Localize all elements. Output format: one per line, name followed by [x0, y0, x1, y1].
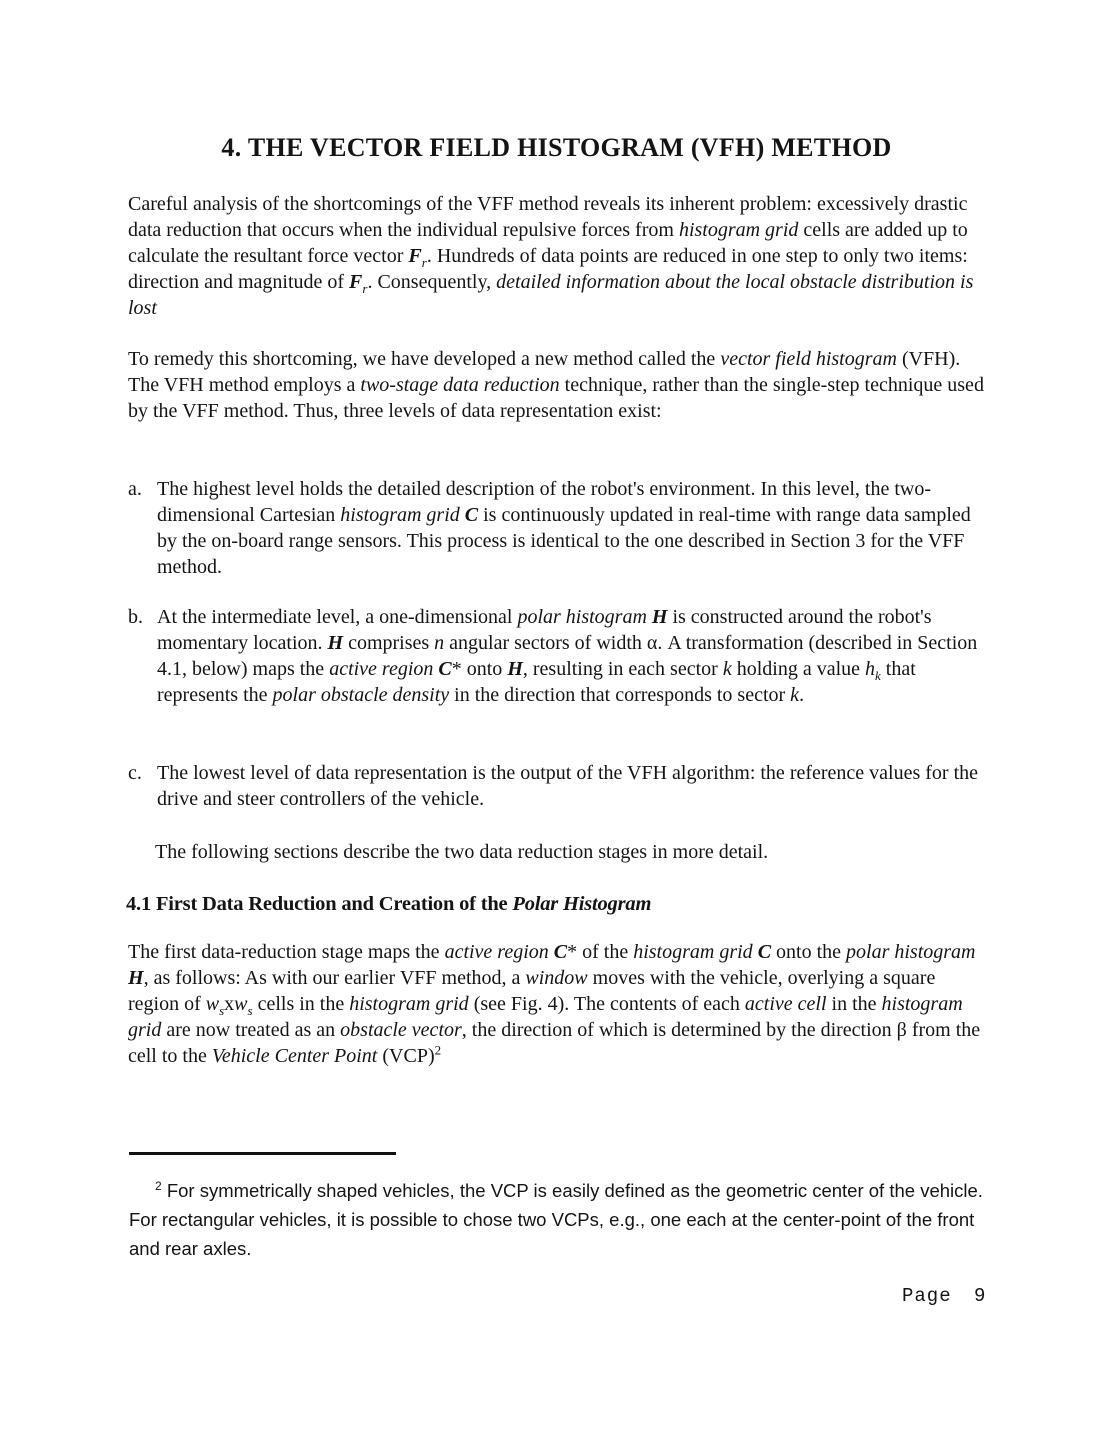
- text-segment: . Hundreds of data points are reduced in one step to only two items: direction and magnitude of: [128, 245, 968, 293]
- text-segment: Vehicle Center Point: [211, 1045, 378, 1067]
- footnote-rule: [129, 1152, 396, 1155]
- paragraph-remedy: [128, 346, 988, 424]
- text-segment: is constructed around the robot's momentary location.: [157, 606, 932, 654]
- text-segment: C: [553, 941, 568, 963]
- paragraph-intro: [128, 191, 988, 321]
- text-segment: H: [327, 632, 344, 654]
- list-item-text: [157, 604, 988, 708]
- text-segment: Polar Histogram: [512, 893, 652, 915]
- text-segment: , resulting in each sector: [522, 658, 723, 680]
- text-segment: are now treated as an: [161, 1019, 341, 1041]
- text-segment: . Consequently,: [367, 271, 497, 293]
- text-segment: 2: [155, 1178, 162, 1193]
- text-segment: Careful analysis of the shortcomings of the VFF method reveals its inherent problem: excessively drastic data reduction that occurs when the individual repulsive forces from: [128, 193, 968, 241]
- text-segment: H: [507, 658, 523, 680]
- section-heading: [126, 891, 986, 917]
- text-segment: The first data-reduction stage maps the: [128, 941, 445, 963]
- list-item-text: [157, 476, 988, 580]
- text-segment: h: [865, 658, 876, 680]
- list-item-a: [128, 476, 988, 580]
- text-segment: (VFH). The VFH method employs a: [128, 348, 961, 396]
- paragraph-following: [128, 839, 988, 865]
- text-segment: , the direction of which is determined by the direction β from the cell to the: [128, 1019, 981, 1067]
- list-marker: a.: [128, 478, 142, 500]
- paragraph-first-reduction: [128, 939, 988, 1069]
- text-segment: in the direction that corresponds to sector: [449, 684, 791, 706]
- text-segment: polar obstacle density: [272, 684, 450, 706]
- text-segment: w: [205, 993, 220, 1015]
- text-segment: w: [234, 993, 248, 1015]
- text-segment: The highest level holds the detailed description of the robot's environment. In this level, the two-dimensional Cartesian: [157, 478, 931, 526]
- text-segment: 2: [434, 1042, 442, 1058]
- list-item-b: [128, 604, 988, 708]
- text-segment: cells are added up to calculate the resultant force vector: [128, 219, 968, 267]
- text-segment: C: [438, 658, 452, 680]
- text-segment: s: [219, 1003, 225, 1018]
- text-segment: onto the: [771, 941, 847, 963]
- list-item-text: [157, 760, 988, 812]
- text-segment: active region: [444, 941, 549, 963]
- text-segment: k: [875, 668, 881, 683]
- text-segment: is continuously updated in real-time with range data sampled by the on-board range sensors. This process is identical to the one described in Section 3 for the VFF method.: [157, 504, 971, 578]
- text-segment: x: [224, 993, 235, 1015]
- footnote-text: [129, 1176, 989, 1263]
- text-segment: .: [799, 684, 805, 706]
- page-number: Page 9: [902, 1285, 987, 1307]
- text-segment: C: [464, 504, 479, 526]
- text-segment: obstacle vector: [340, 1019, 462, 1041]
- text-segment: in the: [826, 993, 882, 1015]
- text-segment: angular sectors of width α. A transformation (described in Section 4.1, below) maps the: [157, 632, 978, 680]
- text-segment: technique, rather than the single-step technique used by the VFF method. Thus, three levels of data representation exist:: [128, 374, 984, 422]
- text-segment: holding a value: [731, 658, 866, 680]
- text-segment: F: [349, 271, 363, 293]
- list-marker: c.: [128, 762, 142, 784]
- text-segment: (VCP): [377, 1045, 435, 1067]
- text-segment: active region: [329, 658, 434, 680]
- text-segment: The lowest level of data representation is the output of the VFH algorithm: the reference values for the drive and steer controllers of the vehicle.: [157, 762, 979, 810]
- text-segment: polar histogram: [846, 941, 976, 963]
- text-segment: At the intermediate level, a one-dimensional: [157, 606, 518, 628]
- text-segment: , as follows: As with our earlier VFF method, a: [143, 967, 526, 989]
- text-segment: comprises: [343, 632, 435, 654]
- page-title: 4. THE VECTOR FIELD HISTOGRAM (VFH) METHOD: [221, 133, 892, 162]
- text-segment: r: [421, 255, 427, 270]
- text-segment: The following sections describe the two data reduction stages in more detail.: [155, 841, 769, 863]
- text-segment: histogram grid: [633, 941, 753, 963]
- text-segment: histogram grid: [678, 219, 799, 241]
- text-segment: detailed information about the local obstacle distribution is lost: [128, 271, 974, 319]
- text-segment: r: [362, 281, 368, 296]
- text-segment: polar histogram: [517, 606, 647, 628]
- text-segment: * onto: [451, 658, 508, 680]
- text-segment: * of the: [567, 941, 634, 963]
- text-segment: that represents the: [157, 658, 916, 706]
- text-segment: histogram grid: [349, 993, 469, 1015]
- list-item-c: [128, 760, 988, 812]
- text-segment: vector field histogram: [720, 348, 897, 370]
- text-segment: 4.1 First Data Reduction and Creation of the: [126, 893, 513, 915]
- list-marker: b.: [128, 606, 143, 628]
- text-segment: window: [525, 967, 588, 989]
- text-segment: k: [722, 658, 732, 680]
- text-segment: histogram grid: [340, 504, 460, 526]
- text-segment: H: [651, 606, 668, 628]
- text-segment: s: [247, 1003, 253, 1018]
- text-segment: histogram grid: [128, 993, 963, 1041]
- text-segment: n: [434, 632, 445, 654]
- text-segment: To remedy this shortcoming, we have developed a new method called the: [128, 348, 721, 370]
- text-segment: For symmetrically shaped vehicles, the VCP is easily defined as the geometric center of the vehicle. For rectangular vehicles, it is possible to chose two VCPs, e.g., one each at the center-point of the front and rear axles.: [129, 1180, 983, 1259]
- text-segment: C: [757, 941, 772, 963]
- text-segment: cells in the: [252, 993, 350, 1015]
- text-segment: (see Fig. 4). The contents of each: [468, 993, 745, 1015]
- text-segment: k: [790, 684, 800, 706]
- text-segment: active cell: [744, 993, 827, 1015]
- text-segment: moves with the vehicle, overlying a square region of: [128, 967, 936, 1015]
- text-segment: two-stage data reduction: [360, 374, 560, 396]
- text-segment: H: [128, 967, 144, 989]
- text-segment: F: [408, 245, 422, 267]
